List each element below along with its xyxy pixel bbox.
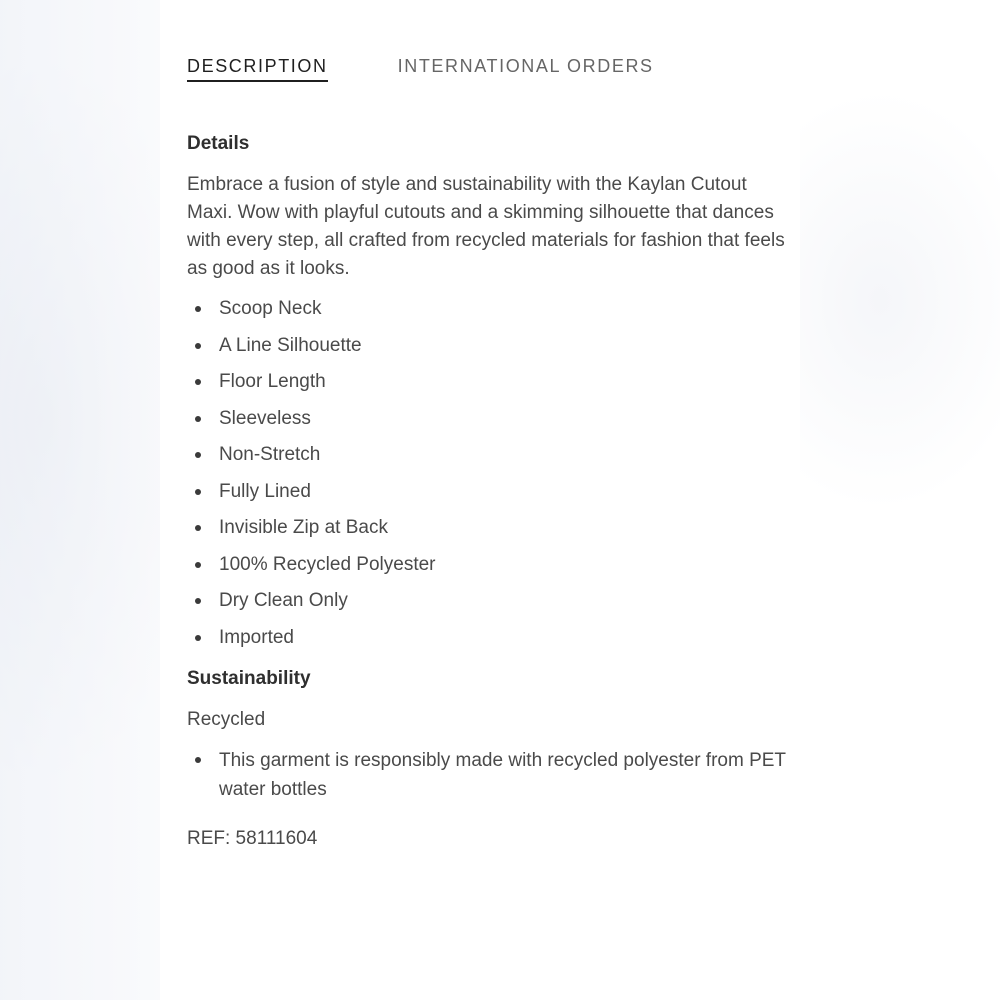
- feature-label: Fully Lined: [219, 480, 311, 502]
- bullet-icon: [195, 489, 201, 495]
- feature-label: 100% Recycled Polyester: [219, 553, 436, 575]
- feature-label: Sleeveless: [219, 407, 311, 429]
- list-item: [187, 295, 787, 332]
- sustainability-notes: [187, 746, 787, 804]
- bullet-icon: [195, 343, 201, 349]
- tab-bar: [187, 56, 654, 82]
- list-item: [187, 746, 789, 804]
- sustainability-label: Recycled: [187, 709, 266, 730]
- bullet-icon: [195, 379, 201, 385]
- sustainability-note: This garment is responsibly made with recycled polyester from PET water bottles: [219, 750, 786, 800]
- details-heading: Details: [187, 133, 250, 154]
- left-background-panel: [0, 0, 160, 1000]
- description-panel: [160, 0, 800, 1000]
- bullet-icon: [195, 452, 201, 458]
- feature-label: Scoop Neck: [219, 298, 322, 319]
- list-item: [187, 624, 787, 661]
- feature-label: A Line Silhouette: [219, 334, 362, 356]
- tab-international-orders[interactable]: INTERNATIONAL ORDERS: [397, 56, 654, 76]
- description-body: [187, 133, 787, 850]
- list-item: [187, 478, 787, 515]
- feature-label: Dry Clean Only: [219, 590, 348, 611]
- list-item: [187, 332, 787, 369]
- feature-label: Non-Stretch: [219, 444, 321, 465]
- list-item: [187, 514, 787, 551]
- bullet-icon: [195, 525, 201, 531]
- feature-label: Imported: [219, 626, 294, 648]
- tab-description[interactable]: DESCRIPTION: [187, 56, 328, 82]
- feature-label: Invisible Zip at Back: [219, 517, 388, 538]
- bullet-icon: [195, 757, 201, 763]
- details-paragraph: Embrace a fusion of style and sustainability with the Kaylan Cutout Maxi. Wow with playful cutouts and a skimming silhouette that dances with every step, all crafted from recycled materials for fashion that feels as good as it looks.: [187, 174, 785, 279]
- list-item: [187, 551, 787, 588]
- bullet-icon: [195, 598, 201, 604]
- list-item: [187, 405, 787, 442]
- product-reference: REF: 58111604: [187, 828, 318, 849]
- feature-label: Floor Length: [219, 371, 326, 392]
- list-item: [187, 441, 787, 478]
- bullet-icon: [195, 306, 201, 312]
- sustainability-heading: Sustainability: [187, 668, 311, 689]
- bullet-icon: [195, 562, 201, 568]
- list-item: [187, 587, 787, 624]
- feature-list: [187, 295, 787, 660]
- list-item: [187, 368, 787, 405]
- bullet-icon: [195, 635, 201, 641]
- bullet-icon: [195, 416, 201, 422]
